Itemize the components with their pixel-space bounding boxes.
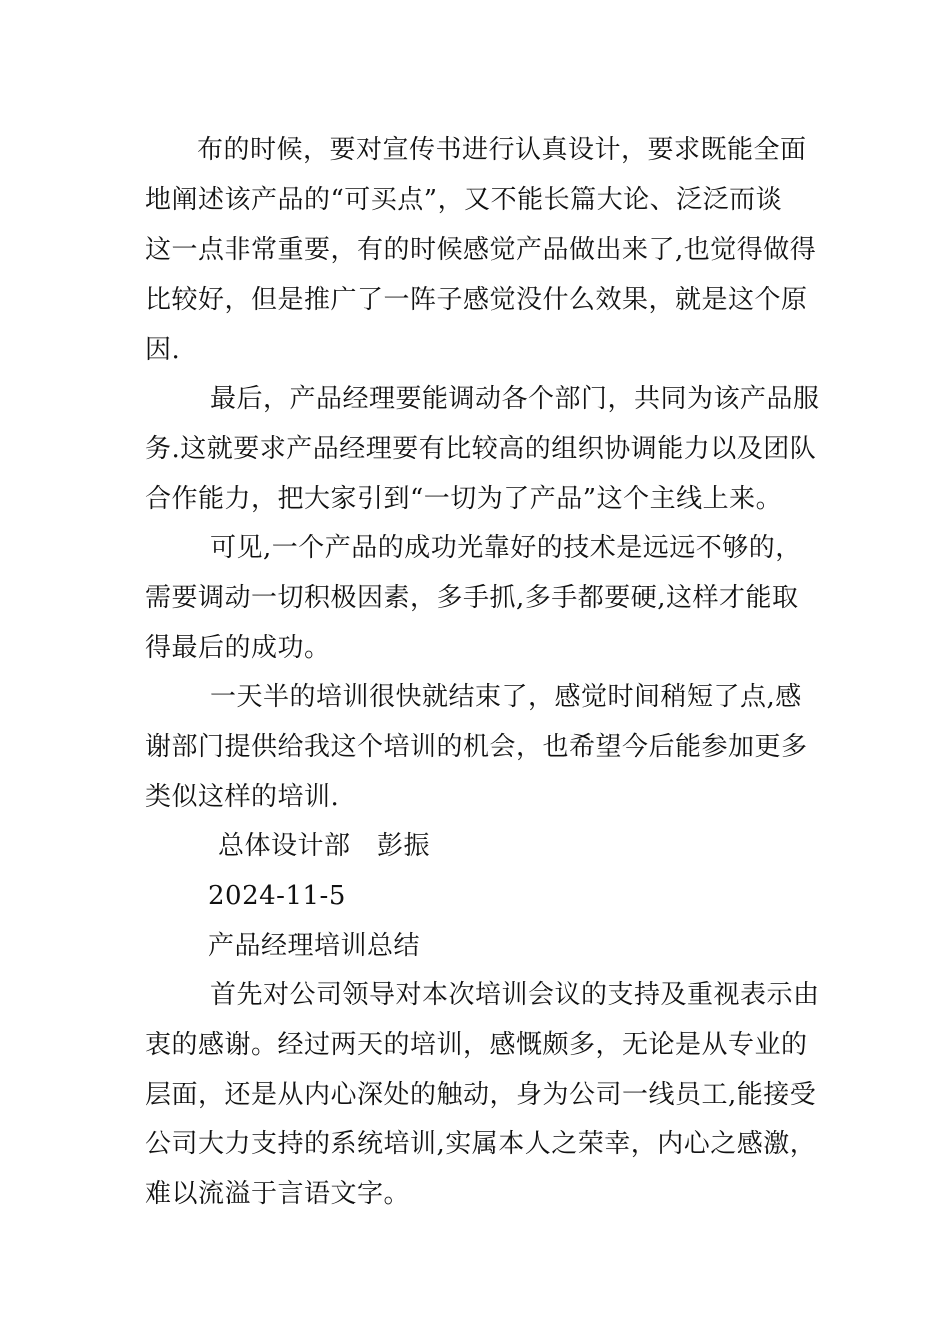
text-line: 可见,一个产品的成功光靠好的技术是远远不够的， (210, 533, 802, 563)
text-line: 得最后的成功。 (145, 633, 331, 663)
section-title: 产品经理培训总结 (208, 931, 421, 961)
text-line: 难以流溢于言语文字。 (145, 1179, 411, 1209)
text-line: 合作能力，把大家引到“一切为了产品”这个主线上来。 (145, 484, 783, 514)
text-line: 布的时候，要对宣传书进行认真设计，要求既能全面 (197, 135, 807, 165)
text-line: 公司大力支持的系统培训,实属本人之荣幸，内心之感激， (145, 1129, 817, 1159)
text-line: 首先对公司领导对本次培训会议的支持及重视表示由 (210, 980, 820, 1010)
text-line: 地阐述该产品的“可买点”，又不能长篇大论、泛泛而谈 (145, 185, 783, 215)
text-line: 衷的感谢。经过两天的培训，感慨颇多，无论是从专业的 (145, 1030, 808, 1060)
text-line: 类似这样的培训. (145, 782, 340, 812)
text-line: 因. (145, 335, 181, 365)
text-line: 需要调动一切积极因素，多手抓,多手都要硬,这样才能取 (145, 583, 799, 613)
text-line: 务.这就要求产品经理要有比较高的组织协调能力以及团队 (145, 434, 817, 464)
text-line: 最后，产品经理要能调动各个部门，共同为该产品服 (210, 384, 820, 414)
text-line: 比较好，但是推广了一阵子感觉没什么效果，就是这个原 (145, 285, 808, 315)
text-line: 谢部门提供给我这个培训的机会，也希望今后能参加更多 (145, 732, 808, 762)
text-line: 层面，还是从内心深处的触动，身为公司一线员工,能接受 (145, 1080, 817, 1110)
signature-line: 总体设计部 彭振 (218, 831, 431, 861)
text-line: 一天半的培训很快就结束了，感觉时间稍短了点,感 (210, 682, 802, 712)
text-line: 这一点非常重要，有的时候感觉产品做出来了,也觉得做得 (145, 235, 817, 265)
date-line: 2024-11-5 (208, 881, 346, 911)
